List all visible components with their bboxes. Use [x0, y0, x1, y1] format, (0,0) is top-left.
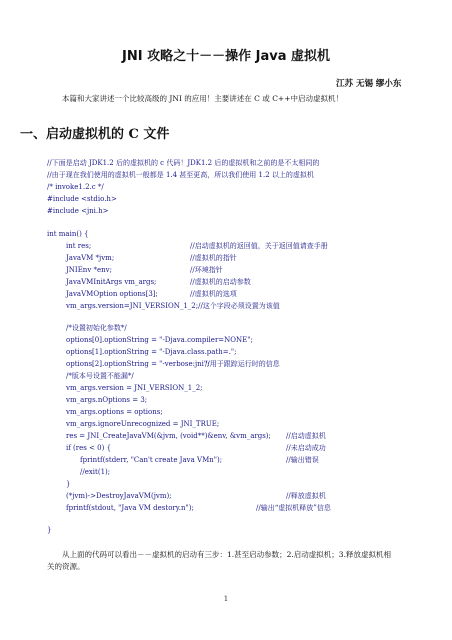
summary-paragraph: 从上面的代码可以看出－－虚拟机的启动有三步：1.甚至启动参数；2.启动虚拟机；3.释放虚拟机相	[62, 550, 391, 559]
vm-arg-line: vm_args.options = options;	[66, 408, 163, 416]
opt-comment: /*设置初始化参数*/	[66, 324, 127, 332]
option-line: options[1].optionString = "-Djava.class.path=.";	[66, 348, 237, 356]
decl-comment: //虚拟机的指针	[190, 254, 237, 262]
author-line: 江苏 无锡 缪小东	[336, 79, 402, 89]
ver-comment: /*版本号设置不能漏*/	[66, 372, 134, 380]
option-line: options[2].optionString = "-verbose:jni";	[66, 360, 210, 368]
vm-arg-line: vm_args.version = JNI_VERSION_1_2;	[66, 384, 203, 392]
version-line: vm_args.version=JNI_VERSION_1_2;//这个字段必须设置为该值	[66, 302, 280, 310]
summary-paragraph-cont: 关的资源。	[47, 562, 85, 571]
fprintf-out-line: fprintf(stdout, "Java VM destory.n");	[66, 504, 194, 512]
comment-line: //由于现在我们使用的虚拟机一般都是 1.4 甚至更高，所以我们使用 1.2 以上的虚拟机	[47, 171, 314, 179]
if-line: if (res < 0) {	[66, 444, 112, 452]
comment-line: /* invoke1.2.c */	[47, 183, 104, 191]
decl-comment: //启动虚拟机的返回值，关于返回值请查手册	[190, 242, 328, 250]
doc-title: JNI 攻略之十－－操作 Java 虚拟机	[122, 49, 330, 64]
include-line: #include <jni.h>	[47, 207, 109, 215]
option-comment: //用于跟踪运行时的信息	[205, 360, 280, 368]
vm-arg-line: vm_args.nOptions = 3;	[66, 396, 148, 404]
decl-comment: //环境指针	[190, 266, 223, 274]
option-line: options[0].optionString = "-Djava.compiler=NONE";	[66, 336, 253, 344]
comment-line: //下面是启动 JDK1.2 后的虚拟机的 c 代码！JDK1.2 后的虚拟机和之前的是不太相同的	[47, 159, 320, 167]
main-close: }	[47, 526, 52, 534]
decl-code: JNIEnv *env;	[66, 266, 112, 274]
fprintf-err-comment: //输出错误	[286, 456, 319, 464]
decl-code: int res;	[66, 242, 92, 250]
destroy-comment: //释放虚拟机	[286, 492, 326, 500]
exit-line: //exit(1);	[80, 468, 111, 476]
if-comment: //未启动成功	[286, 444, 326, 452]
intro-paragraph: 本篇和大家讲述一个比较高级的 JNI 的应用！主要讲述在 C 或 C++中启动虚拟机！	[62, 94, 343, 103]
create-vm-line: res = JNI_CreateJavaVM(&jvm, (void**)&env, &vm_args);	[66, 432, 271, 440]
main-open: int main() {	[47, 230, 89, 238]
fprintf-err-line: fprintf(stderr, "Can't create Java VMn");	[80, 456, 223, 464]
vm-arg-line: vm_args.ignoreUnrecognized = JNI_TRUE;	[66, 420, 220, 428]
decl-code: JavaVM *jvm;	[66, 254, 115, 262]
close-brace: }	[66, 480, 71, 488]
include-line: #include <stdio.h>	[47, 195, 117, 203]
fprintf-out-comment: //输出“虚拟机释放”信息	[256, 504, 331, 512]
decl-code: JavaVMInitArgs vm_args;	[66, 278, 157, 286]
page-number: 1	[223, 595, 229, 603]
section-heading: 一、启动虚拟机的 C 文件	[20, 127, 170, 142]
destroy-line: (*jvm)->DestroyJavaVM(jvm);	[66, 492, 172, 500]
decl-code: JavaVMOption options[3];	[66, 290, 158, 298]
decl-comment: //虚拟机的选项	[190, 290, 237, 298]
decl-comment: //虚拟机的启动参数	[190, 278, 251, 286]
create-vm-comment: //启动虚拟机	[286, 432, 326, 440]
